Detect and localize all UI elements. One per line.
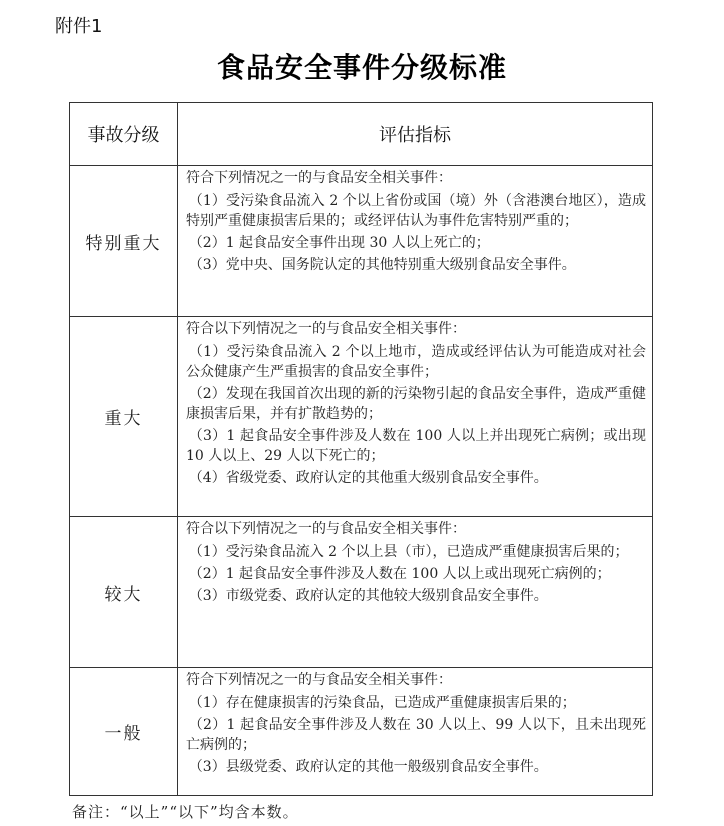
- criteria-lead: 符合以下列情况之一的与食品安全相关事件：: [186, 321, 466, 337]
- level-cell: 较大: [70, 517, 178, 668]
- criteria-item: （2）1 起食品安全事件涉及人数在 100 人以上或出现死亡病例的；: [188, 566, 611, 582]
- criteria-item: （3）县级党委、政府认定的其他一般级别食品安全事件。: [188, 759, 548, 775]
- criteria-cell: [178, 166, 653, 317]
- table-row: [70, 317, 653, 517]
- criteria-item: （2）1 起食品安全事件涉及人数在 30 人以上、99 人以下，且未出现死亡病例的；: [186, 717, 646, 753]
- criteria-cell: [178, 668, 653, 796]
- column-header-criteria: 评估指标: [178, 103, 653, 166]
- table-row: [70, 166, 653, 317]
- criteria-item: （3）1 起食品安全事件涉及人数在 100 人以上并出现死亡病例；或出现 10 人以上、29 人以下死亡的；: [186, 428, 646, 464]
- criteria-item: （4）省级党委、政府认定的其他重大级别食品安全事件。: [188, 470, 548, 486]
- attachment-label: 附件1: [55, 16, 103, 37]
- criteria-item: （1）受污染食品流入 2 个以上地市，造成或经评估认为可能造成对社会公众健康产生严重损害的食品安全事件；: [186, 344, 646, 380]
- column-header-level: 事故分级: [70, 103, 178, 166]
- table-header-row: [70, 103, 653, 166]
- level-cell: 重大: [70, 317, 178, 517]
- criteria-cell: [178, 517, 653, 668]
- criteria-lead: 符合以下列情况之一的与食品安全相关事件：: [186, 521, 466, 537]
- criteria-item: （2）1 起食品安全事件出现 30 人以上死亡的；: [188, 235, 490, 251]
- table-row: [70, 517, 653, 668]
- criteria-item: （1）存在健康损害的污染食品，已造成严重健康损害后果的；: [188, 695, 576, 711]
- level-cell: 一般: [70, 668, 178, 796]
- criteria-cell: [178, 317, 653, 517]
- table-row: [70, 668, 653, 796]
- criteria-item: （1）受污染食品流入 2 个以上县（市），已造成严重健康损害后果的；: [188, 544, 629, 560]
- document-title: 食品安全事件分级标准: [216, 51, 507, 84]
- criteria-item: （3）党中央、国务院认定的其他特别重大级别食品安全事件。: [188, 257, 576, 273]
- level-cell: 特别重大: [70, 166, 178, 317]
- criteria-lead: 符合下列情况之一的与食品安全相关事件：: [186, 170, 452, 186]
- criteria-item: （1）受污染食品流入 2 个以上省份或国（境）外（含港澳台地区），造成特别严重健康损害后果的；或经评估认为事件危害特别严重的；: [186, 193, 646, 229]
- criteria-item: （2）发现在我国首次出现的新的污染物引起的食品安全事件，造成严重健康损害后果，并有扩散趋势的；: [186, 386, 646, 422]
- footnote: 备注：“以上”“以下”均含本数。: [72, 803, 299, 821]
- criteria-lead: 符合下列情况之一的与食品安全相关事件：: [186, 672, 452, 688]
- grading-table: [69, 102, 653, 796]
- criteria-item: （3）市级党委、政府认定的其他较大级别食品安全事件。: [188, 588, 548, 604]
